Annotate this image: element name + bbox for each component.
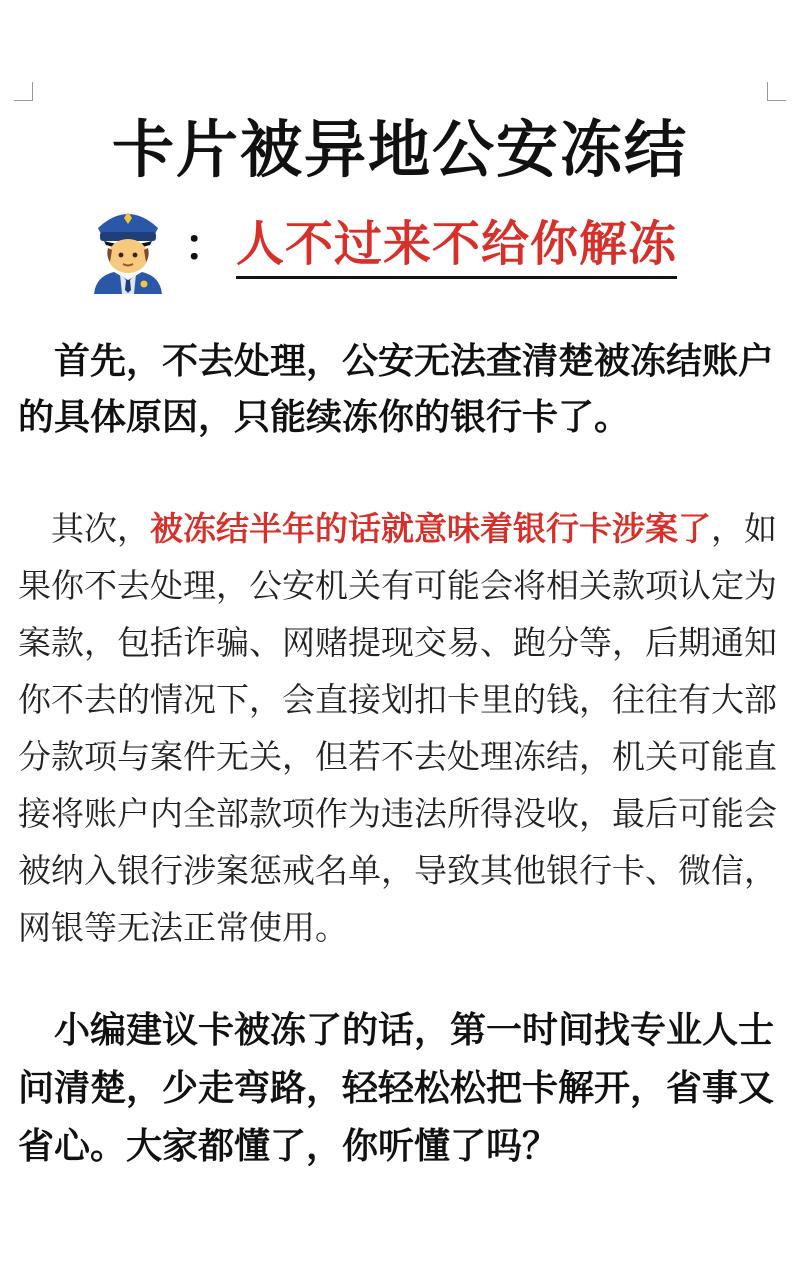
paragraph-second-lead: 其次，: [51, 509, 150, 548]
page-title: 卡片被异地公安冻结: [111, 113, 688, 186]
paragraph-first: 首先，不去处理，公安无法查清楚被冻结账户的具体原因，只能续冻你的银行卡了。: [18, 341, 775, 438]
subtitle-colon: ：: [184, 220, 228, 271]
police-officer-icon: [84, 198, 172, 294]
subtitle-text: 人不过来不给你解冻: [236, 214, 677, 279]
paragraph-conclusion: 小编建议卡被冻了的话，第一时间找专业人士问清楚，少走弯路，轻轻松松把卡解开，省事又省心。大家都懂了，你听懂了吗？: [18, 1010, 775, 1167]
paragraph-second-body: ，如果你不去处理，公安机关有可能会将相关款项认定为案款，包括诈骗、网赌提现交易、跑分等，后期通知你不去的情况下，会直接划扣卡里的钱，往往有大部分款项与案件无关，但若不去处理冻结，机关可能直接将账户内全部款项作为违法所得没收，最后可能会被纳入银行涉案惩戒名单，导致其他银行卡、微信，网银等无法正常使用。: [18, 509, 777, 947]
subtitle-row: [84, 196, 677, 296]
paragraph-second-highlight: 被冻结半年的话就意味着银行卡涉案了: [150, 509, 711, 548]
paragraph-second: [18, 500, 788, 956]
page-corner-mark-right: [767, 82, 786, 101]
page-corner-mark-left: [14, 82, 33, 101]
